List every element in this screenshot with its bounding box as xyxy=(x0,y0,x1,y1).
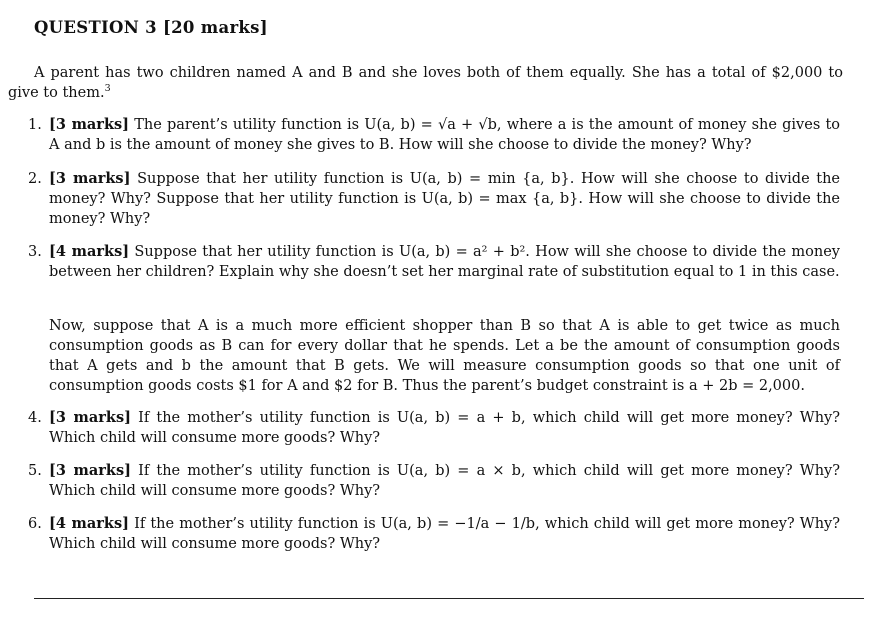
part-5 xyxy=(28,461,840,501)
part-text: Suppose that her utility function is U(a, b) = a² + b². How will she choose to divide the money between her children? Explain why she doesn’t set her marginal rate of substitution equal to 1 in this case. xyxy=(49,244,841,280)
part-3 xyxy=(28,242,840,282)
part-marks: [4 marks] xyxy=(49,515,129,532)
part-text: The parent’s utility function is U(a, b) = √a + √b, where a is the amount of money she gives to A and b is the amount of money she gives to B. How will she choose to divide the money? Why? xyxy=(49,117,841,153)
part-marks: [4 marks] xyxy=(49,243,130,260)
footnote-divider xyxy=(34,598,864,599)
part-marks: [3 marks] xyxy=(49,170,131,187)
part-number: 3. xyxy=(28,244,42,260)
question-heading: QUESTION 3 [20 marks] xyxy=(34,18,268,37)
part-marks: [3 marks] xyxy=(49,462,131,479)
part-4 xyxy=(28,408,840,448)
part-number: 1. xyxy=(28,117,42,133)
intro-text: A parent has two children named A and B and she loves both of them equally. She has a total of $2,000 to give to them. xyxy=(8,65,843,101)
part-number: 6. xyxy=(28,516,42,532)
part-6 xyxy=(28,514,840,554)
part-text: If the mother’s utility function is U(a, b) = a × b, which child will get more money? Why? Which child will consume more goods? Why? xyxy=(49,463,841,499)
part-text: If the mother’s utility function is U(a, b) = −1/a − 1/b, which child will get more money? Why? Which child will consume more goods? Why? xyxy=(49,516,841,552)
part-text: If the mother’s utility function is U(a, b) = a + b, which child will get more money? Why? Which child will consume more goods? Why? xyxy=(49,410,841,446)
footnote-marker: 3 xyxy=(104,83,111,94)
question-intro xyxy=(8,63,843,103)
part-text: Suppose that her utility function is U(a, b) = min {a, b}. How will she choose to divide the money? Why? Suppose that her utility function is U(a, b) = max {a, b}. How will she choose to divide the money? Why? xyxy=(49,171,841,227)
part-number: 5. xyxy=(28,463,42,479)
part-number: 2. xyxy=(28,171,42,187)
part-marks: [3 marks] xyxy=(49,409,131,426)
part-1 xyxy=(28,115,840,155)
part-number: 4. xyxy=(28,410,42,426)
part-marks: [3 marks] xyxy=(49,116,130,133)
context-paragraph: Now, suppose that A is a much more efficient shopper than B so that A is able to get twice as much consumption goods as B can for every dollar that he spends. Let a be the amount of consumption goods that A gets and b the amount that B gets. We will measure consumption goods so that one unit of consumption goods costs $1 for A and $2 for B. Thus the parent’s budget constraint is a + 2b = 2,000. xyxy=(49,318,840,394)
part-2 xyxy=(28,169,840,229)
